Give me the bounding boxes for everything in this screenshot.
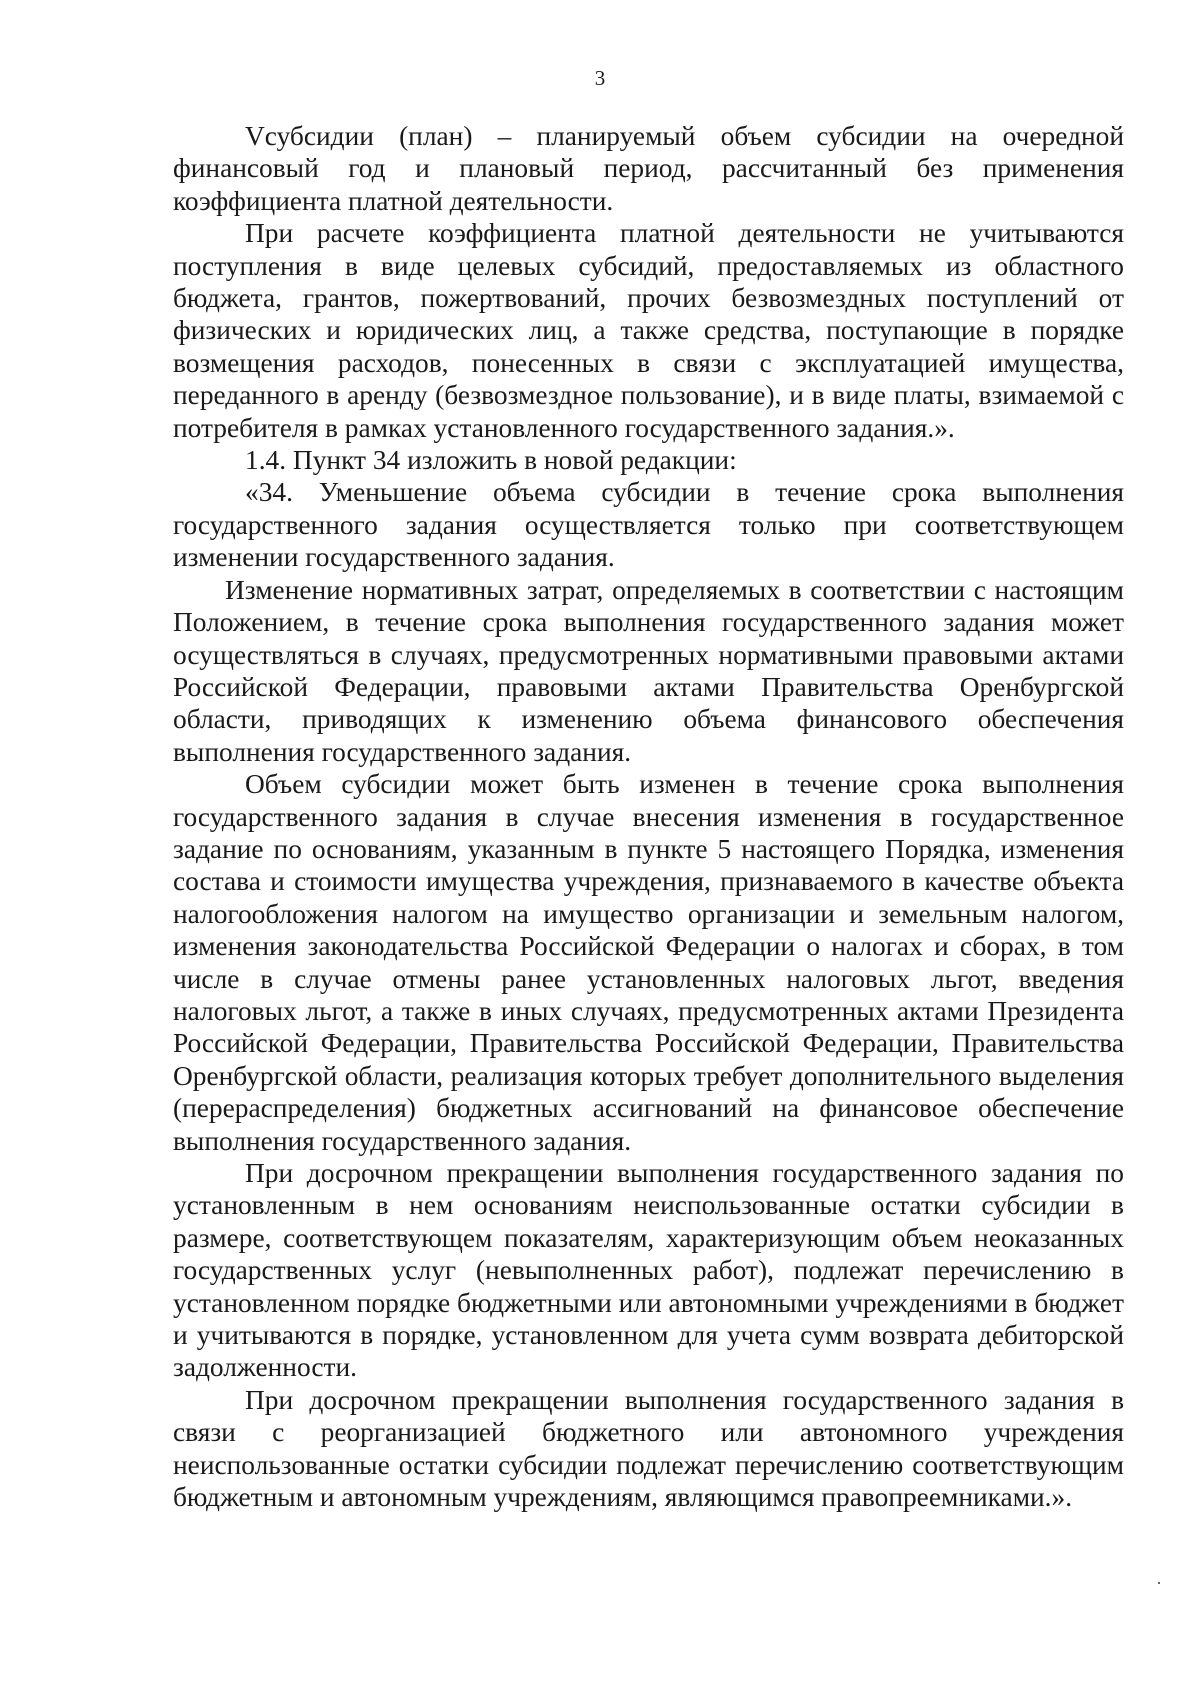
paragraph-paid-activity-exclusions: При расчете коэффициента платной деятельности не учитываются поступления в виде целевых субсидий, предоставляемых из областного бюджета, грантов, пожертвований, прочих безвозмездных поступлений от физических и юридических лиц, а также средства, поступающие в порядке возмещения расходов, понесенных в связи с эксплуатацией имущества, переданного в аренду (безвозмездное пользование), и в виде платы, взимаемой с потребителя в рамках установленного государственного задания.». bbox=[173, 218, 1124, 443]
paragraph-early-termination-reorganization: При досрочном прекращении выполнения государственного задания в связи с реорганизацией бюджетного или автономного учреждения неиспользованные остатки субсидии подлежат перечислению соответствующим бюджетным и автономным учреждениям, являющимся правопреемниками.». bbox=[173, 1384, 1124, 1513]
scan-artifact bbox=[1158, 1582, 1160, 1584]
paragraph-early-termination-grounds: При досрочном прекращении выполнения государственного задания по установленным в нем основаниям неиспользованные остатки субсидии в размере, соответствующем показателям, характеризующим объем неоказанных государственных услуг (невыполненных работ), подлежат перечислению в установленном порядке бюджетными или автономными учреждениями в бюджет и учитываются в порядке, установленном для учета сумм возврата дебиторской задолженности. bbox=[173, 1158, 1124, 1383]
document-body bbox=[173, 120, 1124, 1513]
paragraph-subsidy-plan-definition: Vсубсидии (план) – планируемый объем субсидии на очередной финансовый год и плановый период, рассчитанный без применения коэффициента платной деятельности. bbox=[173, 121, 1124, 216]
page-number: 3 bbox=[594, 66, 606, 90]
paragraph-item-1-4: 1.4. Пункт 34 изложить в новой редакции: bbox=[245, 445, 737, 476]
paragraph-clause-34: «34. Уменьшение объема субсидии в течение срока выполнения государственного задания осуществляется только при соответствующем изменении государственного задания. bbox=[173, 477, 1124, 573]
paragraph-subsidy-volume-change: Объем субсидии может быть изменен в течение срока выполнения государственного задания в случае внесения изменения в государственное задание по основаниям, указанным в пункте 5 настоящего Порядка, изменения состава и стоимости имущества учреждения, признаваемого в качестве объекта налогообложения налогом на имущество организации и земельным налогом, изменения законодательства Российской Федерации о налогах и сборах, в том числе в случае отмены ранее установленных налоговых льгот, введения налоговых льгот, а также в иных случаях, предусмотренных актами Президента Российской Федерации, Правительства Российской Федерации, Правительства Оренбургской области, реализация которых требует дополнительного выделения (перераспределения) бюджетных ассигнований на финансовое обеспечение выполнения государственного задания. bbox=[173, 769, 1124, 1156]
paragraph-normative-costs-change: Изменение нормативных затрат, определяемых в соответствии с настоящим Положением, в течение срока выполнения государственного задания может осуществляться в случаях, предусмотренных нормативными правовыми актами Российской Федерации, правовыми актами Правительства Оренбургской области, приводящих к изменению объема финансового обеспечения выполнения государственного задания. bbox=[173, 574, 1124, 767]
